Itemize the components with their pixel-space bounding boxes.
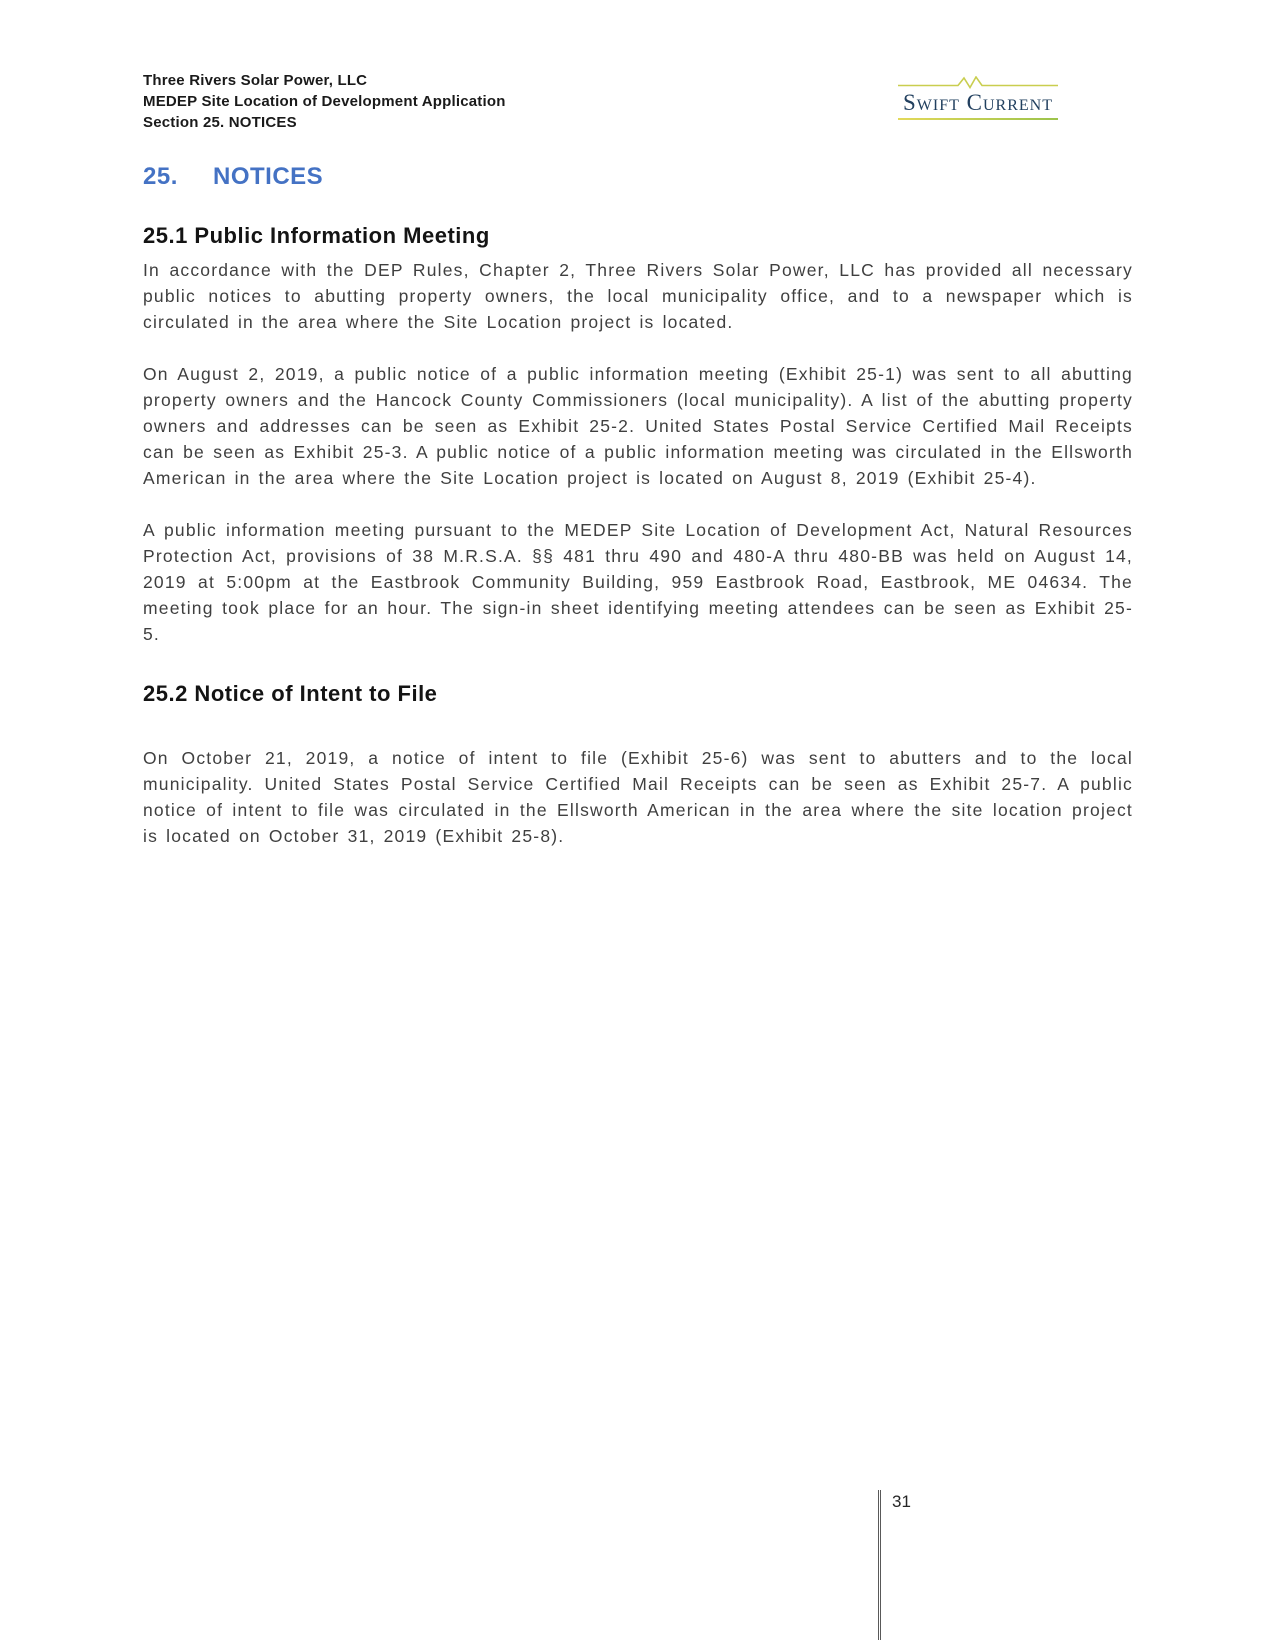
section-notice-of-intent-to-file <box>143 681 1133 849</box>
page-number-footer <box>878 1490 911 1640</box>
section-title-label: NOTICES <box>213 163 324 190</box>
subsection-heading-25-1: 25.1 Public Information Meeting <box>143 223 490 248</box>
document-header <box>143 70 1133 133</box>
pulse-line-icon <box>898 76 1058 89</box>
logo-wordmark: Swift Current <box>903 90 1053 115</box>
paragraph: On August 2, 2019, a public notice of a public information meeting (Exhibit 25-1) was sent to all abutting property owners and the Hancock County Commissioners (local municipality). A list of the abutting property owners and addresses can be seen as Exhibit 25-2. United States Postal Service Certified Mail Receipts can be seen as Exhibit 25-3. A public notice of a public information meeting was circulated in the Ellsworth American in the area where the Site Location project is located on August 8, 2019 (Exhibit 25-4). <box>143 364 1133 488</box>
section-number: 25. <box>143 163 178 190</box>
paragraph: A public information meeting pursuant to the MEDEP Site Location of Development Act, Natural Resources Protection Act, provisions of 38 M.R.S.A. §§ 481 thru 490 and 480-A thru 480-BB was held on August 14, 2019 at 5:00pm at the Eastbrook Community Building, 959 Eastbrook Road, Eastbrook, ME 04634. The meeting took place for an hour. The sign-in sheet identifying meeting attendees can be seen as Exhibit 25-5. <box>143 520 1133 644</box>
section-title <box>143 163 1133 191</box>
paragraph: In accordance with the DEP Rules, Chapter 2, Three Rivers Solar Power, LLC has provided all necessary public notices to abutting property owners, the local municipality office, and to a newspaper which is circulated in the area where the Site Location project is located. <box>143 260 1133 332</box>
header-section: Section 25. NOTICES <box>143 114 297 131</box>
header-company: Three Rivers Solar Power, LLC <box>143 72 368 89</box>
header-application: MEDEP Site Location of Development Application <box>143 93 506 110</box>
section-public-information-meeting <box>143 223 1133 647</box>
paragraph: On October 21, 2019, a notice of intent to file (Exhibit 25-6) was sent to abutters and to the local municipality. United States Postal Service Certified Mail Receipts can be seen as Exhibit 25-7. A public notice of intent to file was circulated in the Ellsworth American in the area where the site location project is located on October 31, 2019 (Exhibit 25-8). <box>143 748 1133 846</box>
header-text-block <box>143 70 506 133</box>
document-content <box>143 70 1133 849</box>
subsection-heading-25-2: 25.2 Notice of Intent to File <box>143 681 438 706</box>
logo-underline <box>898 118 1058 120</box>
swift-current-logo <box>898 76 1058 120</box>
page-number: 31 <box>892 1492 911 1511</box>
